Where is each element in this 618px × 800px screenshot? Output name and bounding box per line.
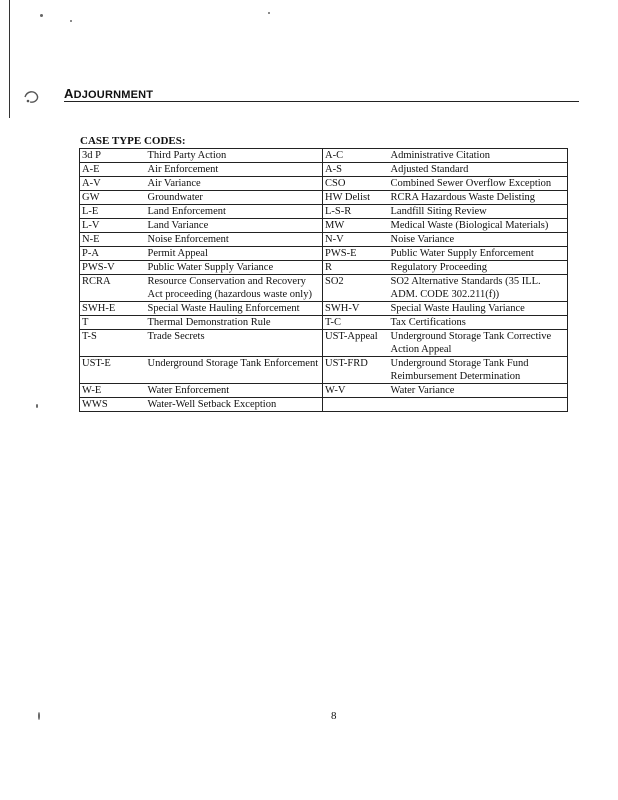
case-code-cell: T-C: [323, 316, 389, 330]
table-row: [80, 302, 568, 316]
case-description-cell: Noise Variance: [389, 233, 568, 247]
case-code-cell: SWH-V: [323, 302, 389, 316]
case-description-cell: Trade Secrets: [146, 330, 323, 357]
case-description-cell: Combined Sewer Overflow Exception: [389, 177, 568, 191]
case-description-cell: Regulatory Proceeding: [389, 261, 568, 275]
case-description-cell: Special Waste Hauling Variance: [389, 302, 568, 316]
case-code-cell: RCRA: [80, 275, 146, 302]
case-description-cell: RCRA Hazardous Waste Delisting: [389, 191, 568, 205]
scribble-icon: [22, 88, 42, 106]
scan-speck: [36, 404, 38, 408]
case-description-cell: Special Waste Hauling Enforcement: [146, 302, 323, 316]
table-row: [80, 261, 568, 275]
case-description-cell: Land Variance: [146, 219, 323, 233]
section-heading: ADJOURNMENT: [64, 86, 154, 101]
case-code-cell: PWS-E: [323, 247, 389, 261]
case-code-cell: L-V: [80, 219, 146, 233]
case-code-cell: WWS: [80, 398, 146, 412]
case-code-cell: MW: [323, 219, 389, 233]
case-description-cell: Water Enforcement: [146, 384, 323, 398]
case-description-cell: SO2 Alternative Standards (35 ILL. ADM. CODE 302.211(f)): [389, 275, 568, 302]
case-code-cell: PWS-V: [80, 261, 146, 275]
table-row: [80, 275, 568, 302]
case-description-cell: Tax Certifications: [389, 316, 568, 330]
case-code-cell: T: [80, 316, 146, 330]
case-description-cell: Underground Storage Tank Corrective Action Appeal: [389, 330, 568, 357]
margin-rule: [9, 0, 10, 118]
case-code-cell: SO2: [323, 275, 389, 302]
case-code-cell: N-V: [323, 233, 389, 247]
case-code-cell: SWH-E: [80, 302, 146, 316]
case-description-cell: Water Variance: [389, 384, 568, 398]
case-description-cell: Adjusted Standard: [389, 163, 568, 177]
case-code-cell: L-S-R: [323, 205, 389, 219]
table-row: [80, 316, 568, 330]
case-description-cell: Public Water Supply Enforcement: [389, 247, 568, 261]
case-code-cell: A-S: [323, 163, 389, 177]
case-code-cell: HW Delist: [323, 191, 389, 205]
table-row: [80, 233, 568, 247]
case-description-cell: Water-Well Setback Exception: [146, 398, 323, 412]
case-description-cell: Medical Waste (Biological Materials): [389, 219, 568, 233]
case-code-cell: T-S: [80, 330, 146, 357]
scan-speck: [268, 12, 270, 14]
case-description-cell: Administrative Citation: [389, 149, 568, 163]
case-code-cell: A-E: [80, 163, 146, 177]
case-description-cell: Noise Enforcement: [146, 233, 323, 247]
table-row: [80, 191, 568, 205]
case-description-cell: Public Water Supply Variance: [146, 261, 323, 275]
case-code-cell: UST-E: [80, 357, 146, 384]
case-description-cell: Resource Conservation and Recovery Act proceeding (hazardous waste only): [146, 275, 323, 302]
case-description-cell: Landfill Siting Review: [389, 205, 568, 219]
case-description-cell: Permit Appeal: [146, 247, 323, 261]
table-title: CASE TYPE CODES:: [80, 135, 186, 147]
heading-rule: [64, 101, 579, 102]
case-code-cell: 3d P: [80, 149, 146, 163]
table-row: [80, 163, 568, 177]
table-row: [80, 398, 568, 412]
case-code-cell: W-E: [80, 384, 146, 398]
table-row: [80, 330, 568, 357]
table-row: [80, 205, 568, 219]
case-code-cell: W-V: [323, 384, 389, 398]
case-code-cell: P-A: [80, 247, 146, 261]
case-code-cell: UST-Appeal: [323, 330, 389, 357]
page-number: 8: [331, 710, 337, 722]
scan-speck: [70, 20, 72, 22]
case-code-cell: A-V: [80, 177, 146, 191]
table-row: [80, 384, 568, 398]
case-code-cell: R: [323, 261, 389, 275]
case-description-cell: Underground Storage Tank Enforcement: [146, 357, 323, 384]
case-description-cell: Air Enforcement: [146, 163, 323, 177]
case-description-cell: Thermal Demonstration Rule: [146, 316, 323, 330]
scan-speck: [38, 712, 40, 720]
case-type-codes-table: [79, 148, 568, 412]
table-row: [80, 247, 568, 261]
table-row: [80, 177, 568, 191]
case-code-cell: L-E: [80, 205, 146, 219]
case-code-cell: A-C: [323, 149, 389, 163]
case-description-cell: Groundwater: [146, 191, 323, 205]
case-code-cell: GW: [80, 191, 146, 205]
case-description-cell: Air Variance: [146, 177, 323, 191]
case-code-cell: CSO: [323, 177, 389, 191]
case-code-cell: [323, 398, 389, 412]
case-code-cell: UST-FRD: [323, 357, 389, 384]
table-row: [80, 357, 568, 384]
table-row: [80, 219, 568, 233]
case-description-cell: Third Party Action: [146, 149, 323, 163]
table-row: [80, 149, 568, 163]
case-description-cell: Land Enforcement: [146, 205, 323, 219]
scan-speck: [40, 14, 43, 17]
case-code-cell: N-E: [80, 233, 146, 247]
case-description-cell: [389, 398, 568, 412]
case-description-cell: Underground Storage Tank Fund Reimbursement Determination: [389, 357, 568, 384]
